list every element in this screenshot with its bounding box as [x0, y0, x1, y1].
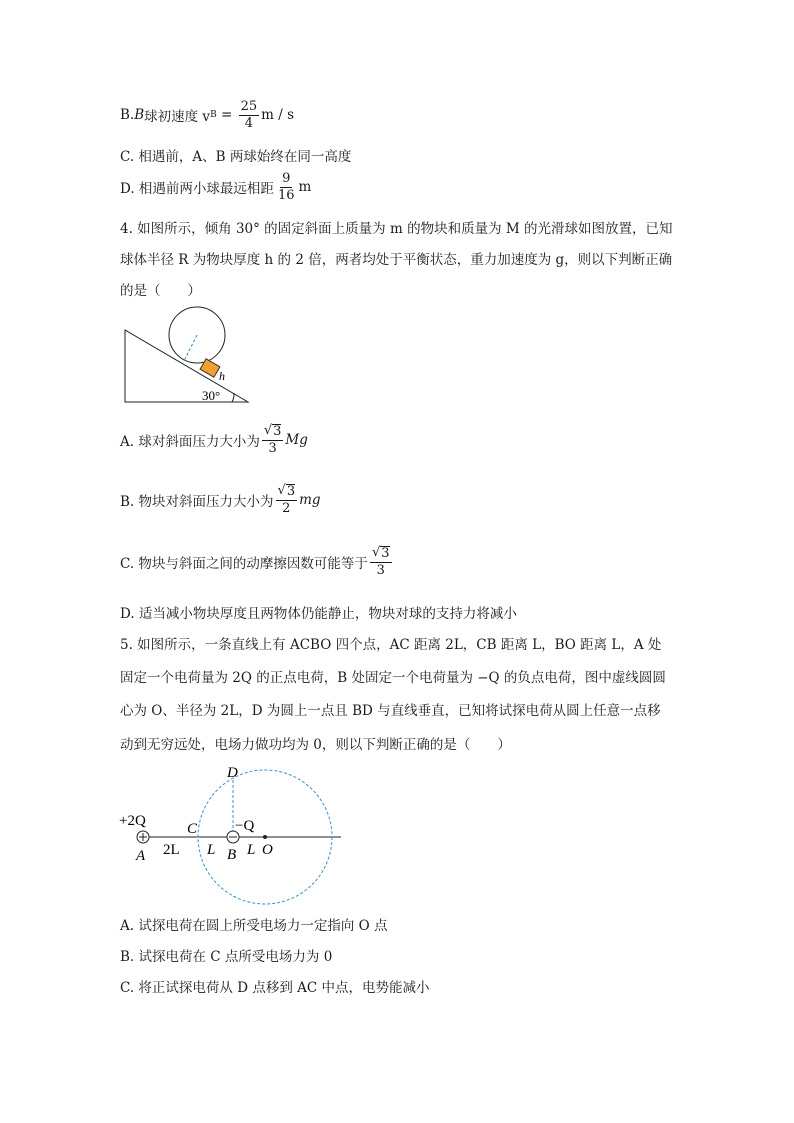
q3-option-d-fraction [276, 172, 297, 202]
label-2l: 2L [163, 842, 180, 858]
fraction-numerator: √ 3 [277, 483, 296, 499]
label-b: B [227, 847, 237, 863]
fraction-numerator: √ 3 [263, 423, 282, 439]
label-l2: L [247, 842, 256, 858]
sqrt-radicand: 3 [286, 484, 296, 499]
point-o [263, 835, 267, 839]
q4-option-c-fraction [370, 546, 392, 577]
q4-stem-line3: 的是（ ） [120, 283, 201, 299]
q5-option-a: A. 试探电荷在圆上所受电场力一定指向 O 点 [120, 918, 388, 934]
q3-option-b-unit: m / s [261, 107, 295, 124]
label-a: A [136, 848, 146, 864]
sphere-radius-dashed [184, 335, 197, 361]
fraction-numerator: 9 [282, 171, 291, 186]
fraction-denominator: 16 [277, 187, 295, 203]
fraction-denominator: 3 [268, 440, 277, 456]
q3-option-b-fraction [239, 100, 260, 130]
q4-option-b-tail: mg [299, 491, 321, 508]
q4-option-b-text: B. 物块对斜面压力大小为 [120, 493, 274, 510]
q4-option-d: D. 适当减小物块厚度且两物体仍能静止，物块对球的支持力将减小 [120, 606, 517, 622]
fraction-denominator: 2 [282, 500, 291, 516]
q5-stem-line2: 固定一个电荷量为 2Q 的正点电荷，B 处固定一个电荷量为 −Q 的负点电荷，图中虚线圆圆 [120, 670, 666, 686]
label-c: C [187, 821, 198, 837]
angle-label: 30° [202, 388, 221, 403]
q3-option-b-sub: B [210, 110, 217, 121]
angle-arc [232, 393, 234, 402]
label-plus2q: +2Q [119, 813, 146, 829]
label-minusq: −Q [235, 818, 255, 834]
q4-option-c [120, 546, 394, 577]
q4-option-a-fraction [262, 424, 284, 455]
q4-option-c-text: C. 物块与斜面之间的动摩擦因数可能等于 [120, 555, 368, 572]
q4-option-b-fraction [276, 484, 298, 515]
q3-option-b [120, 100, 294, 130]
label-l1: L [207, 842, 216, 858]
q3-option-d-text: D. 相遇前两小球最远相距 [120, 181, 274, 198]
q3-option-c: C. 相遇前，A、B 两球始终在同一高度 [120, 149, 352, 165]
block [200, 359, 220, 377]
fraction-denominator: 4 [244, 115, 253, 131]
q3-option-b-var: B [134, 107, 145, 124]
q5-stem-line1: 5. 如图所示，一条直线上有 ACBO 四个点，AC 距离 2L，CB 距离 L，BO 距离 L，A 处 [120, 637, 662, 653]
sqrt-radicand: 3 [381, 546, 390, 561]
label-d: D [227, 765, 238, 781]
incline-triangle [125, 330, 248, 402]
q4-option-a-text: A. 球对斜面压力大小为 [120, 433, 260, 450]
q4-stem-line1: 4. 如图所示，倾角 30° 的固定斜面上质量为 m 的物块和质量为 M 的光滑球如图放置，已知 [120, 221, 673, 237]
q5-option-b: B. 试探电荷在 C 点所受电场力为 0 [120, 949, 333, 965]
q3-option-d-unit: m [298, 179, 312, 196]
sqrt-radicand: 3 [273, 424, 282, 439]
q4-option-a [120, 424, 308, 455]
q5-option-c: C. 将正试探电荷从 D 点移到 AC 中点，电势能减小 [120, 980, 430, 996]
q4-incline-figure [118, 304, 258, 408]
q3-option-b-eq: = [216, 107, 237, 124]
fraction-denominator: 3 [376, 562, 385, 578]
q5-stem-line4: 动到无穷远处，电场力做功均为 0，则以下判断正确的是（ ） [120, 737, 511, 753]
fraction-numerator: √ 3 [371, 545, 390, 561]
q3-option-b-prefix: B. [120, 107, 135, 124]
q4-stem-line2: 球体半径 R 为物块厚度 h 的 2 倍，两者均处于平衡状态，重力加速度为 g，则以下判断正确 [120, 252, 673, 268]
q5-charge-figure [115, 762, 355, 906]
q3-option-d [120, 172, 311, 202]
q4-option-b [120, 484, 321, 515]
q4-option-a-tail: Mg [285, 431, 308, 448]
fraction-numerator: 25 [240, 99, 258, 114]
h-label: h [219, 369, 225, 383]
q3-option-b-text: 球初速度 v [144, 109, 211, 126]
label-o: O [262, 842, 273, 858]
q5-stem-line3: 心为 O、半径为 2L，D 为圆上一点且 BD 与直线垂直，已知将试探电荷从圆上任意一点移 [120, 703, 661, 719]
